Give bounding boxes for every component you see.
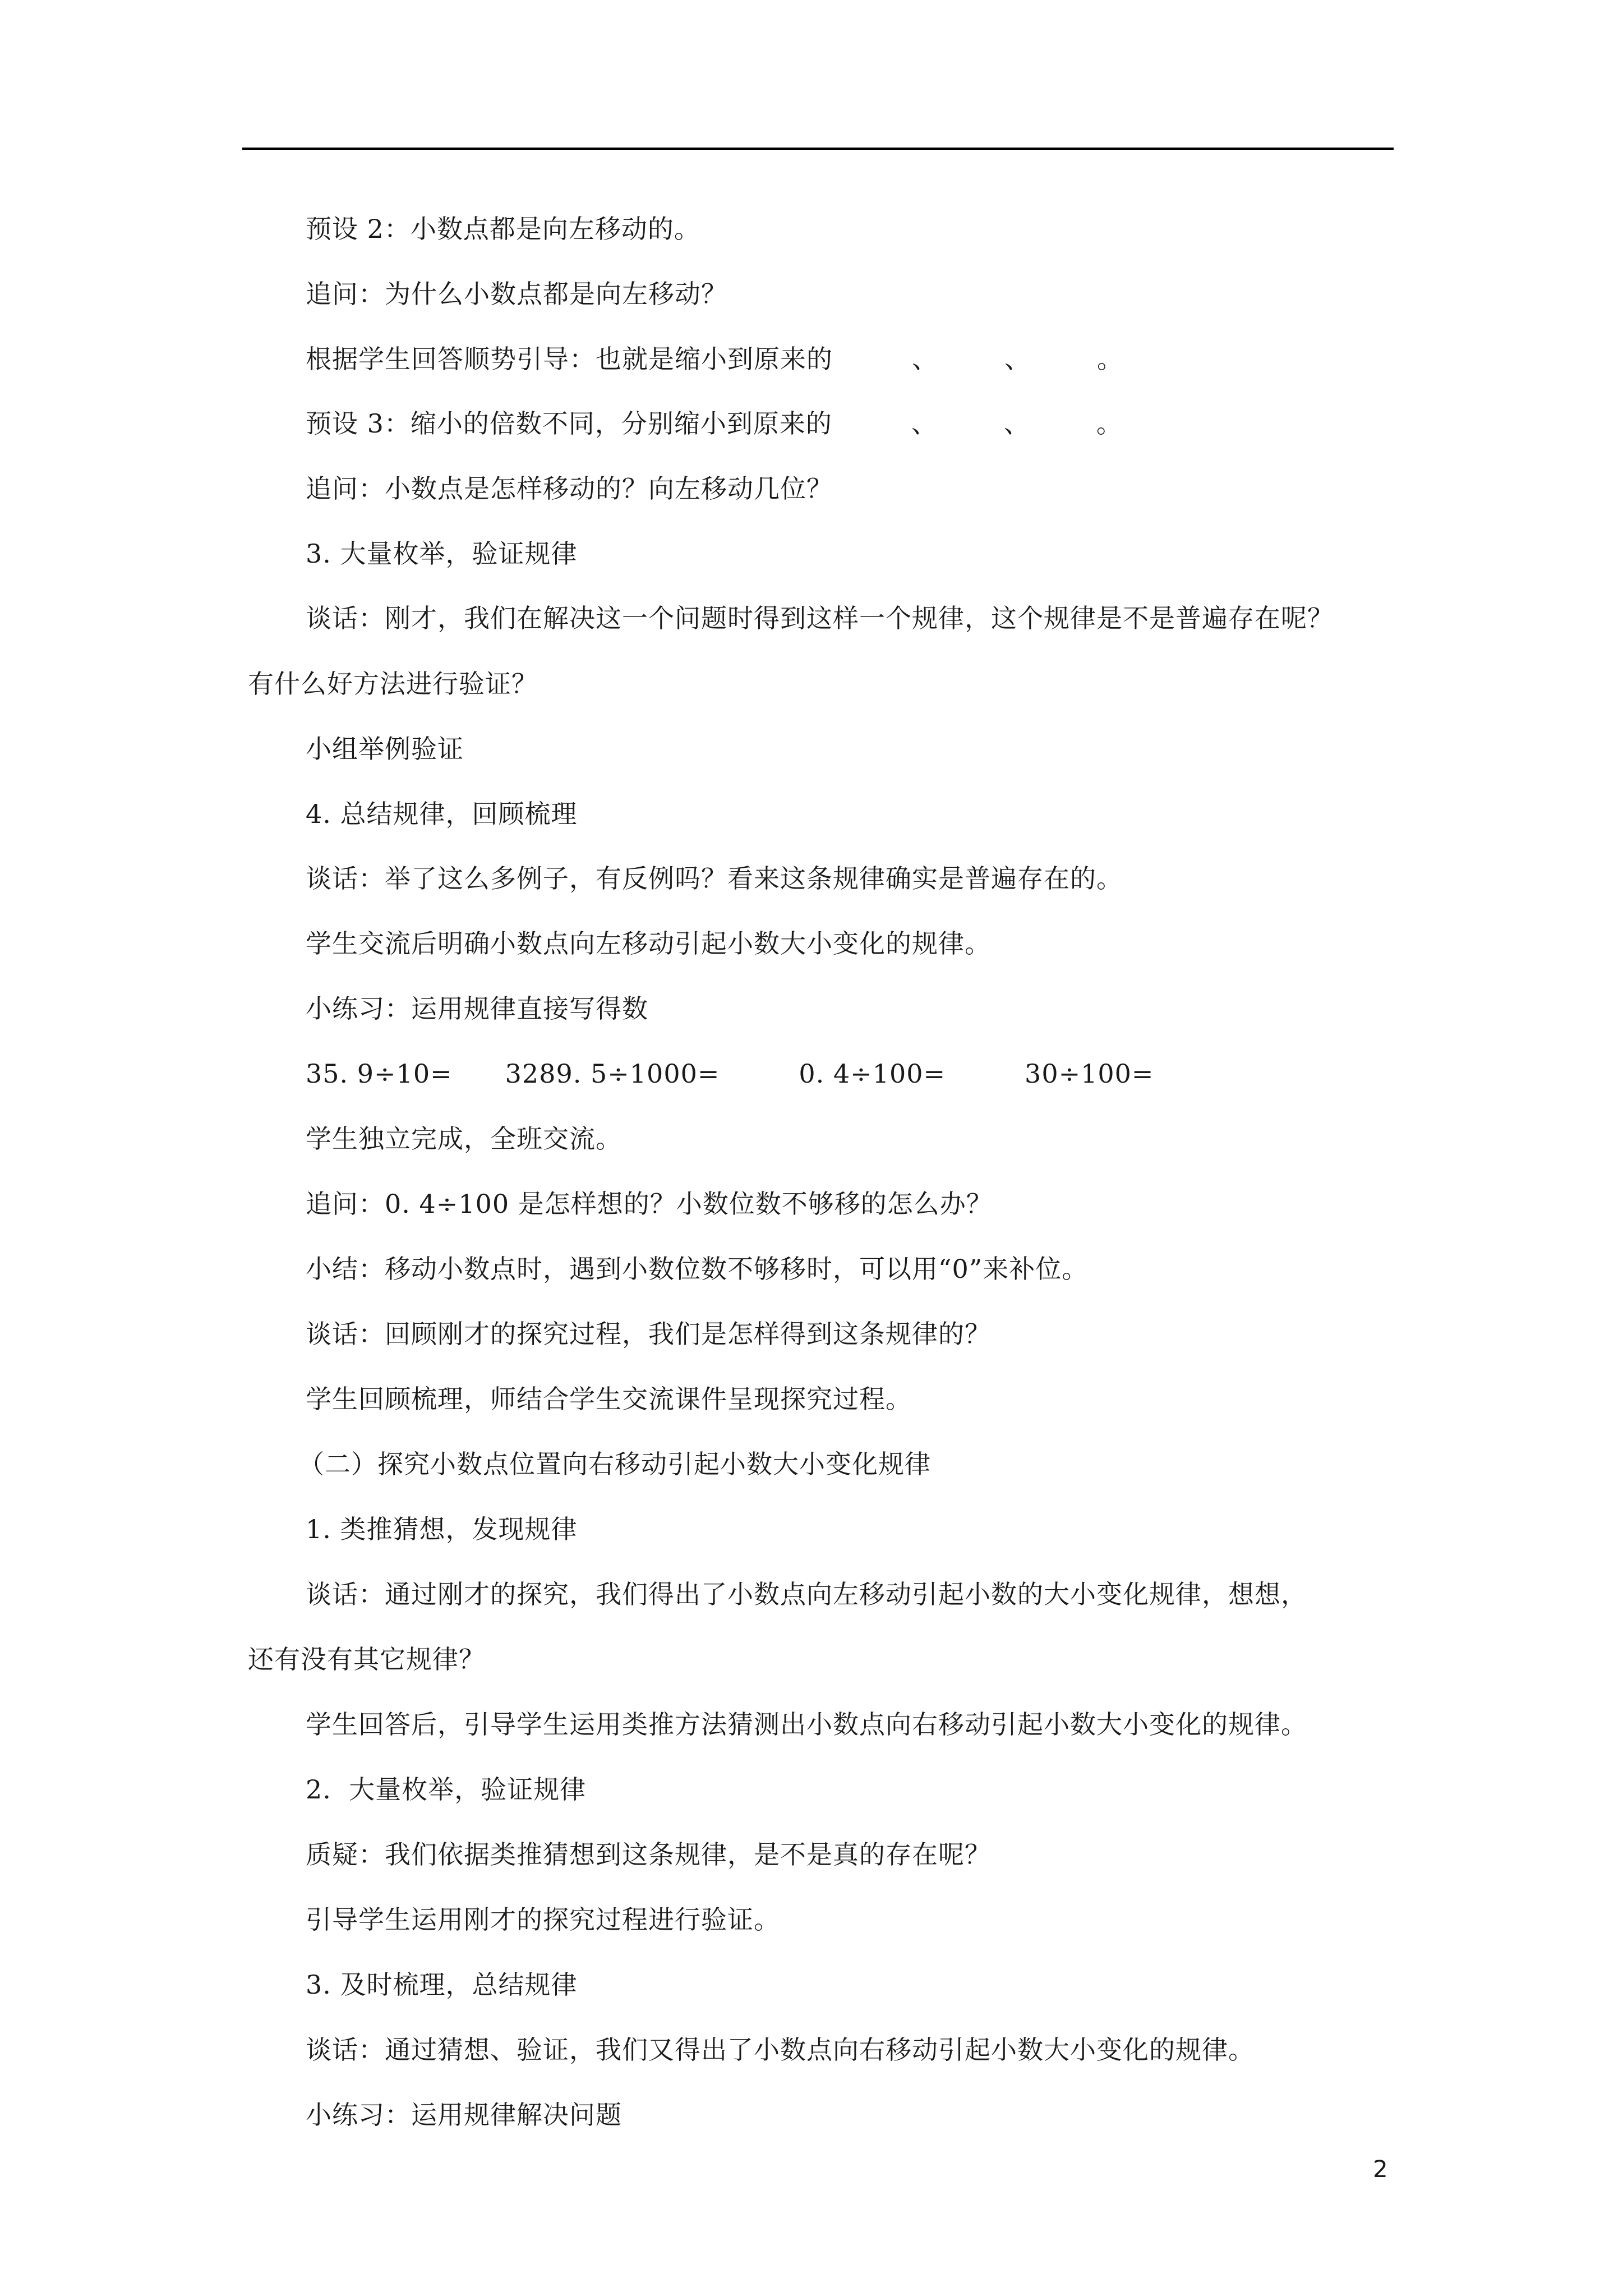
practice-equations: 35. 9÷10= 3289. 5÷1000= 0. 4÷100= 30÷100=	[306, 1059, 1154, 1089]
header-rule	[242, 148, 1394, 150]
paragraph-followup-left: 追问：为什么小数点都是向左移动？	[306, 279, 727, 309]
paragraph-group-examples: 小组举例验证	[306, 734, 464, 764]
paragraph-student-review: 学生回顾梳理，师结合学生交流课件呈现探究过程。	[306, 1384, 912, 1414]
paragraph-talk-analogy-cont: 还有没有其它规律？	[248, 1644, 485, 1674]
paragraph-student-guess: 学生回答后，引导学生运用类推方法猜测出小数点向右移动引起小数大小变化的规律。	[306, 1709, 1307, 1740]
paragraph-talk-counterexample: 谈话：举了这么多例子，有反例吗？看来这条规律确实是普遍存在的。	[306, 863, 1123, 894]
page-number: 2	[1373, 2155, 1388, 2183]
paragraph-talk-analogy: 谈话：通过刚才的探究，我们得出了小数点向左移动引起小数的大小变化规律，想想，	[306, 1579, 1307, 1609]
section-heading-analogy: 1. 类推猜想，发现规律	[306, 1514, 578, 1544]
paragraph-guidance: 根据学生回答顺势引导：也就是缩小到原来的 、 、 。	[306, 344, 1123, 374]
section-heading-organize: 3. 及时梳理，总结规律	[306, 1970, 578, 2000]
paragraph-followup-zero: 追问：0. 4÷100 是怎样想的？小数位数不够移的怎么办？	[306, 1189, 993, 1219]
section-heading-verify: 3. 大量枚举，验证规律	[306, 539, 578, 569]
paragraph-guide-verify: 引导学生运用刚才的探究过程进行验证。	[306, 1904, 780, 1935]
paragraph-talk-review: 谈话：回顾刚才的探究过程，我们是怎样得到这条规律的？	[306, 1319, 991, 1349]
paragraph-talk-result: 谈话：通过猜想、验证，我们又得出了小数点向右移动引起小数大小变化的规律。	[306, 2035, 1255, 2065]
paragraph-practice-title: 小练习：运用规律直接写得数	[306, 993, 648, 1024]
paragraph-talk-rule: 谈话：刚才，我们在解决这一个问题时得到这样一个规律，这个规律是不是普遍存在呢？	[306, 603, 1334, 633]
paragraph-independent: 学生独立完成，全班交流。	[306, 1124, 622, 1154]
section-heading-right-move: （二）探究小数点位置向右移动引起小数大小变化规律	[298, 1449, 931, 1479]
paragraph-preset-3: 预设 3：缩小的倍数不同，分别缩小到原来的 、 、 。	[306, 408, 1123, 439]
paragraph-question: 质疑：我们依据类推猜想到这条规律，是不是真的存在呢？	[306, 1839, 991, 1870]
paragraph-preset-2: 预设 2：小数点都是向左移动的。	[306, 214, 700, 244]
paragraph-talk-rule-cont: 有什么好方法进行验证？	[248, 669, 538, 699]
section-heading-summary: 4. 总结规律，回顾梳理	[306, 799, 578, 829]
paragraph-practice-problems: 小练习：运用规律解决问题	[306, 2100, 622, 2130]
section-heading-verify-2: 2. 大量枚举，验证规律	[306, 1774, 587, 1805]
paragraph-followup-digits: 追问：小数点是怎样移动的？向左移动几位？	[306, 473, 833, 504]
paragraph-student-exchange: 学生交流后明确小数点向左移动引起小数大小变化的规律。	[306, 928, 991, 959]
paragraph-summary-zero: 小结：移动小数点时，遇到小数位数不够移时，可以用“0”来补位。	[306, 1254, 1089, 1284]
